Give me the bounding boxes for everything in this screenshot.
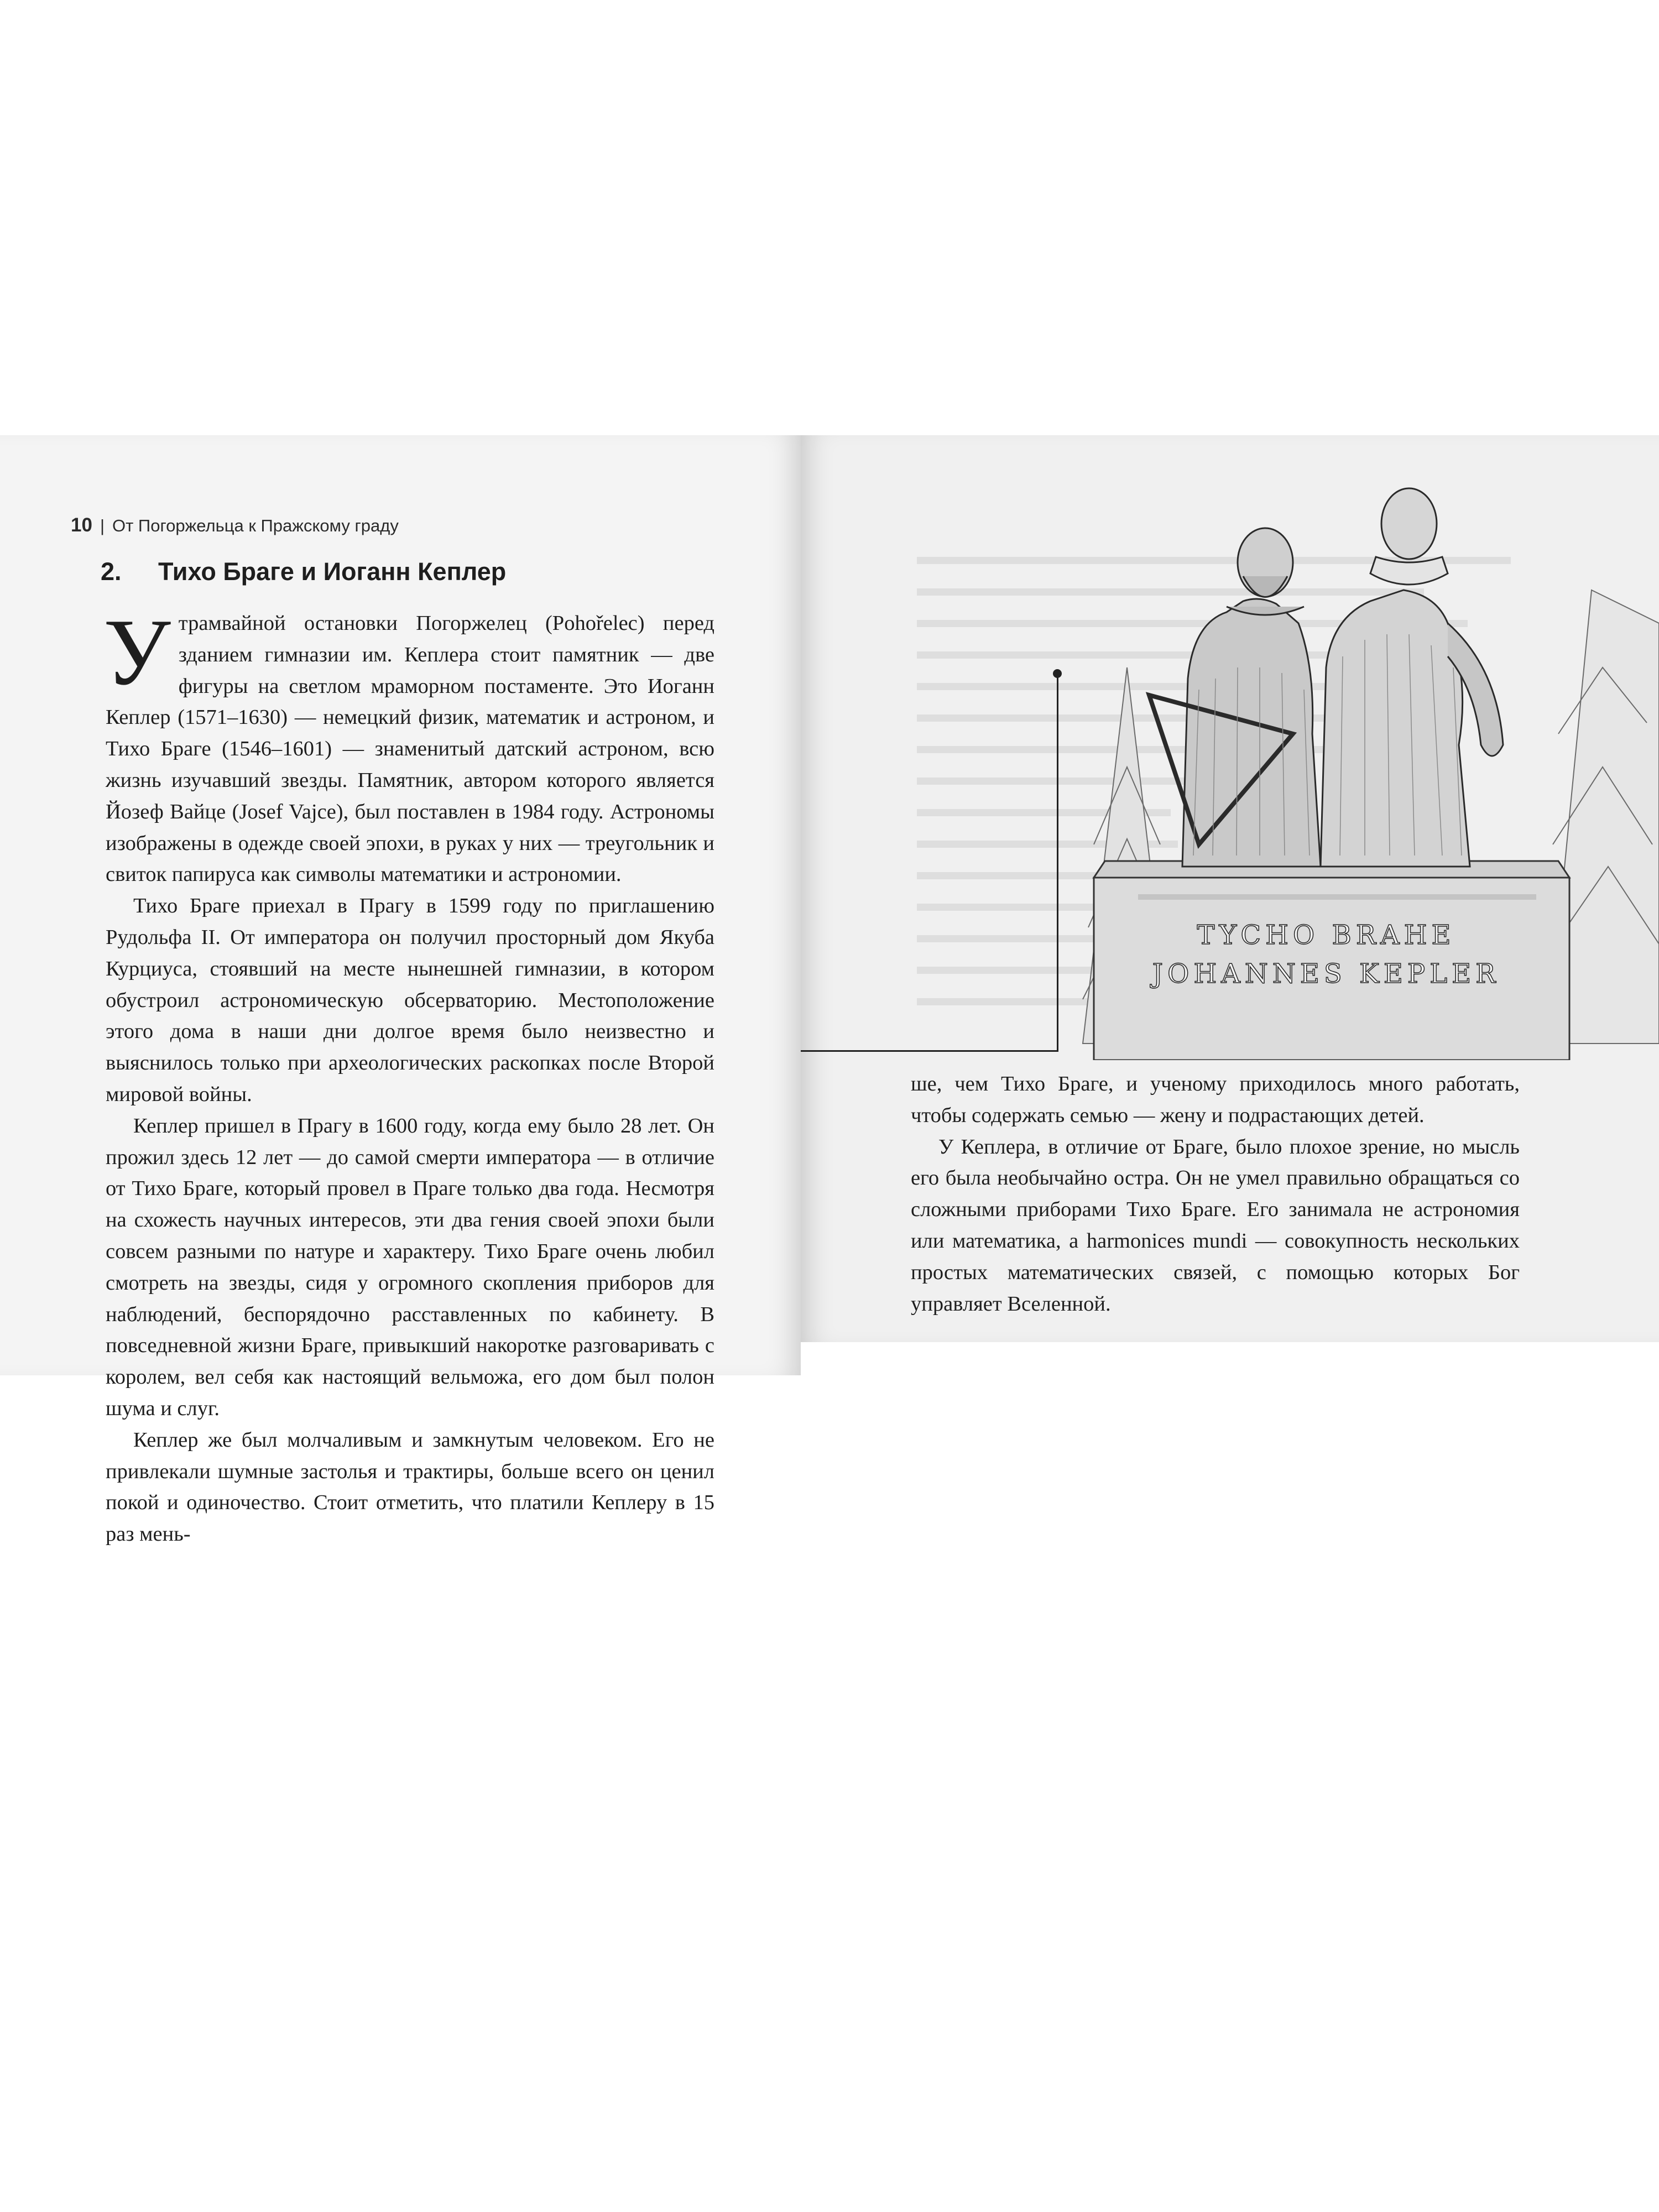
leader-line-horizontal <box>801 1050 1058 1052</box>
chapter-number: 2. <box>101 557 122 586</box>
paragraph: Кеплер же был молчаливым и замкнутым человеком. Его не привлекали шумные застолья и трактиры, больше всего он ценил покой и одиночество. Стоит отметить, что платили Кеплеру в 15 раз мень- <box>106 1428 714 1546</box>
leader-line-vertical <box>1057 674 1058 1050</box>
right-body-text <box>911 1068 1520 1319</box>
running-head-title: От Погоржельца к Пражскому граду <box>112 516 399 535</box>
header-separator: | <box>100 516 105 535</box>
chapter-title: Тихо Браге и Иоганн Кеплер <box>158 557 507 586</box>
paragraph: Кеплер пришел в Прагу в 1600 году, когда ему было 28 лет. Он прожил здесь 12 лет — до самой смерти императора — в отличие от Тихо Браге, который провел в Праге только два года. Несмотря на схожесть научных интересов, эти два гения своей эпохи были совсем разными по натуре и характеру. Тихо Браге очень любил смотреть на звезды, сидя у огромного скопления приборов для наблюдений, беспорядочно расставленных по кабинету. В повседневной жизни Браге, привыкший накоротке разговаривать с королем, вел себя как настоящий вельможа, его дом был полон шума и слуг. <box>106 1114 714 1420</box>
running-head <box>71 514 399 536</box>
paragraph <box>103 600 714 890</box>
paragraph: У Кеплера, в отличие от Браге, было плохое зрение, но мысль его была необычайно остра. Он не умел правильно обращаться со сложными приборами Тихо Браге. Его занимала не астрономия или математика, а harmonices mundi — совокупность нескольких простых математических связей, с помощью которых Бог управляет Вселенной. <box>911 1135 1520 1316</box>
paragraph: Тихо Браге приехал в Прагу в 1599 году по приглашению Рудольфа II. От императора он получил просторный дом Якуба Курциуса, стоявший на месте нынешней гимназии, в котором обустроил астрономическую обсерваторию. Местоположение этого дома в наши дни долгое время было неизвестно и выяснилось только при археологических раскопках после Второй мировой войны. <box>106 894 714 1106</box>
left-body-text <box>103 600 714 1550</box>
monument-illustration <box>1061 457 1659 1060</box>
left-page <box>0 435 801 1546</box>
paragraph: ше, чем Тихо Браге, и ученому приходилось много работать, чтобы содержать семью — жену и подрастающих детей. <box>911 1072 1520 1127</box>
paragraph-text: трамвайной остановки Погоржелец (Pohořelec) перед зданием гимназии им. Кеплера стоит памятник — две фигуры на светлом мраморном постаменте. Это Иоганн Кеплер (1571–1630) — немецкий физик, математик и астроном, и Тихо Браге (1546–1601) — знаменитый датский астроном, всю жизнь изучавший звезды. Памятник, автором которого является Йозеф Вайце (Josef Vajce), был поставлен в 1984 году. Астрономы изображены в одежде своей эпохи, в руках у них — треугольник и свиток папируса как символы математики и астрономии. <box>106 612 714 886</box>
drop-cap: У <box>103 600 171 705</box>
right-page <box>801 435 1659 1342</box>
page-number: 10 <box>71 514 92 536</box>
inscription-line1: TYCHO BRAHE <box>1197 920 1455 951</box>
statue-figures <box>1149 488 1503 867</box>
chapter-heading <box>101 557 506 586</box>
inscription-line2: JOHANNES KEPLER <box>1152 958 1500 989</box>
